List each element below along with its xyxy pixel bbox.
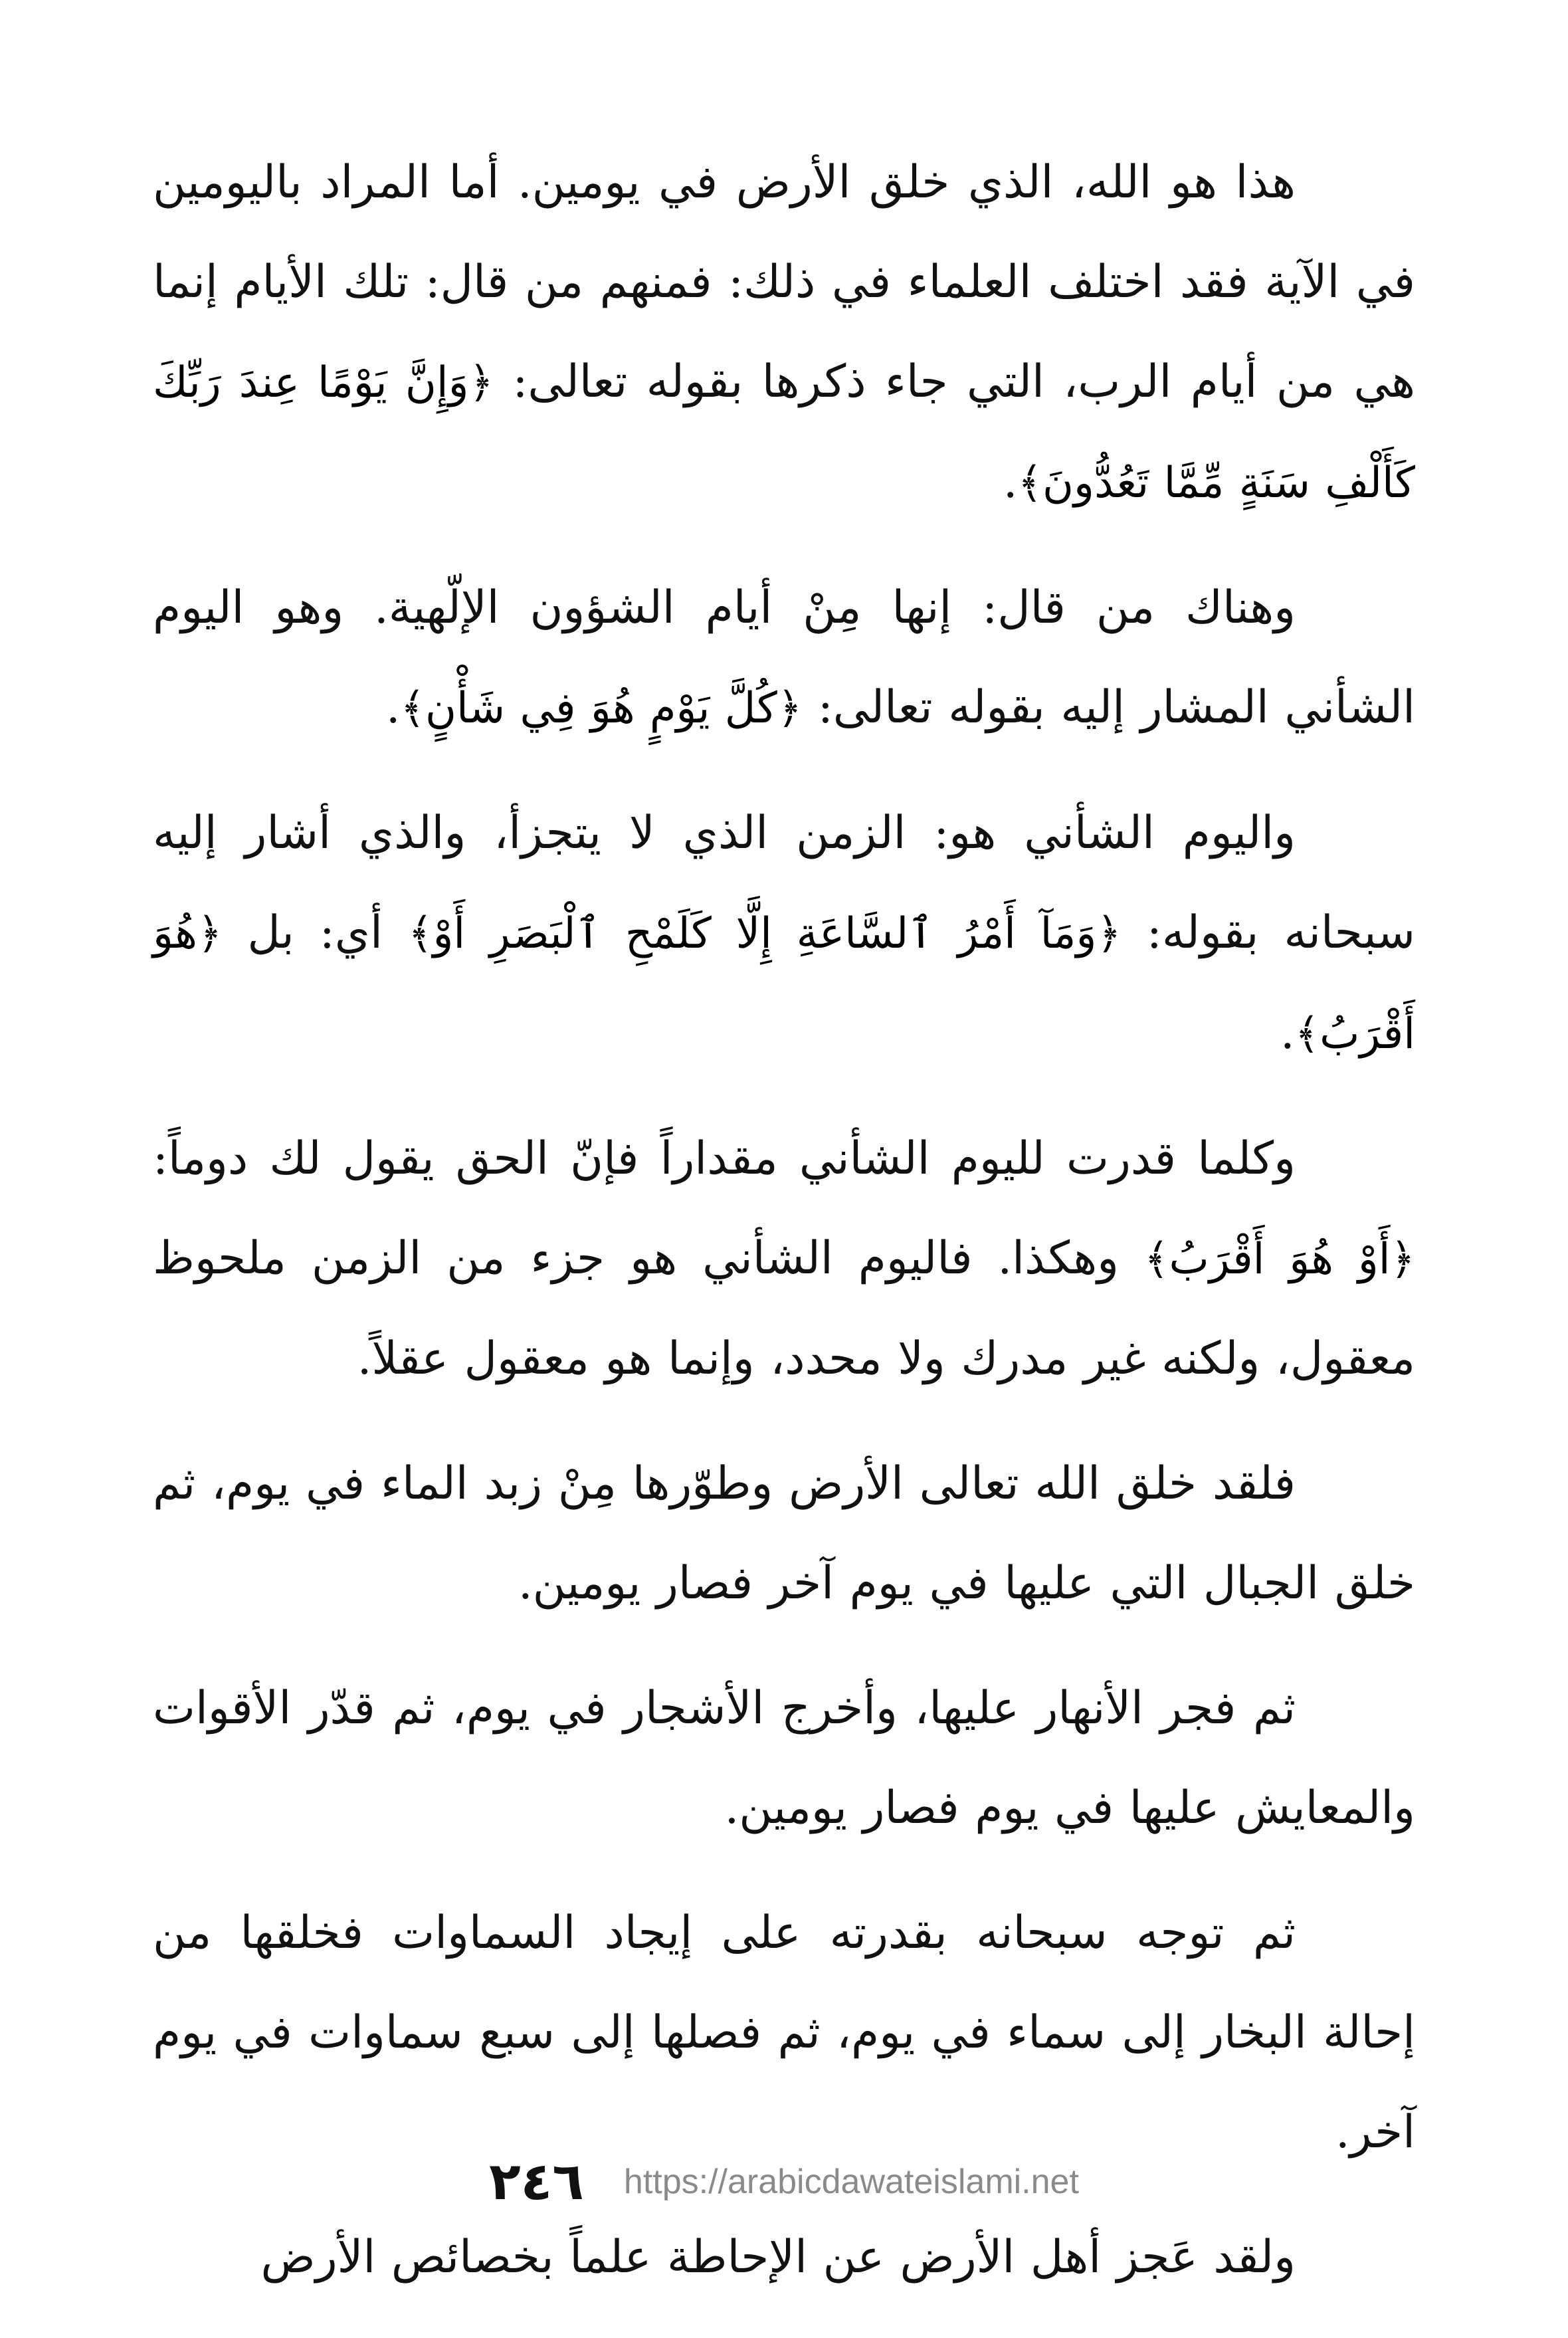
paragraph-text: ولقد عَجز أهل الأرض عن الإحاطة علماً بخصائص الأرض [260, 2231, 1296, 2284]
paragraph [153, 1434, 1415, 1634]
paragraph-text: هذا هو الله، الذي خلق الأرض في يومين. أما المراد باليومين في الآية فقد اختلف العلماء في ذلك: فمنهم من قال: تلك الأيام إنما هي من أيام الرب، التي جاء ذكرها بقوله تعالى: [153, 156, 1416, 408]
paragraph-text: ثم فجر الأنهار عليها، وأخرج الأشجار في يوم، ثم قدّر الأقوات والمعايش عليها في يوم فصار يومين. [153, 1682, 1415, 1834]
paragraph [153, 1659, 1415, 1858]
paragraph-text: فلقد خلق الله تعالى الأرض وطوّرها مِنْ زبد الماء في يوم، ثم خلق الجبال التي عليها في يوم آخر فصار يومين. [153, 1457, 1415, 1610]
paragraph-text: أي: بل [222, 906, 408, 959]
paragraph [153, 784, 1415, 1084]
quran-verse: ﴿وَمَآ أَمْرُ ٱلسَّاعَةِ إِلَّا كَلَمْحِ ٱلْبَصَرِ أَوْ﴾ [407, 909, 1122, 958]
paragraph-text: وهناك من قال: إنها مِنْ أيام الشؤون الإلّهية. وهو اليوم الشأني المشار إليه بقوله تعالى: [153, 582, 1415, 734]
page-number: ٢٤٦ [489, 2152, 584, 2212]
paragraph-text: . [385, 681, 401, 734]
paragraph-text: وكلما قدرت لليوم الشأني مقداراً فإنّ الحق يقول لك دوماً: [153, 1132, 1296, 1185]
body-text [153, 133, 1415, 2307]
quran-verse: ﴿وَإِنَّ يَوْمًا عِندَ رَبِّكَ كَأَلْفِ سَنَةٍ مِّمَّا تَعُدُّونَ﴾ [153, 358, 1415, 508]
paragraph-text: . [1003, 456, 1018, 508]
paragraph [153, 558, 1415, 758]
paragraph-text: ثم توجه سبحانه بقدرته على إيجاد السماوات فخلقها من إحالة البخار إلى سماء في يوم، ثم فصلها إلى سبع سماوات في يوم آخر. [153, 1907, 1415, 2159]
paragraph [153, 1109, 1415, 1409]
page-footer [0, 2145, 1568, 2218]
paragraph [153, 2208, 1415, 2307]
paragraph-text: وهكذا. فاليوم الشأني هو جزء من الزمن ملحوظ معقول، ولكنه غير مدرك ولا محدد، وإنما هو معقول عقلاً. [153, 1232, 1415, 1385]
quran-verse: ﴿أَوْ هُوَ أَقْرَبُ﴾ [1144, 1235, 1416, 1284]
paragraph-text: واليوم الشأني هو: الزمن الذي لا يتجزأ، والذي أشار إليه سبحانه بقوله: [153, 807, 1416, 959]
paragraph-text: . [1280, 1007, 1295, 1059]
source-url-watermark: https://arabicdawateislami.net [623, 2163, 1079, 2201]
quran-verse: ﴿هُوَ أَقْرَبُ﴾ [153, 909, 1415, 1059]
paragraph [153, 133, 1415, 533]
paragraph [153, 1883, 1415, 2182]
quran-verse: ﴿كُلَّ يَوْمٍ هُوَ فِي شَأْنٍ﴾ [400, 684, 803, 733]
